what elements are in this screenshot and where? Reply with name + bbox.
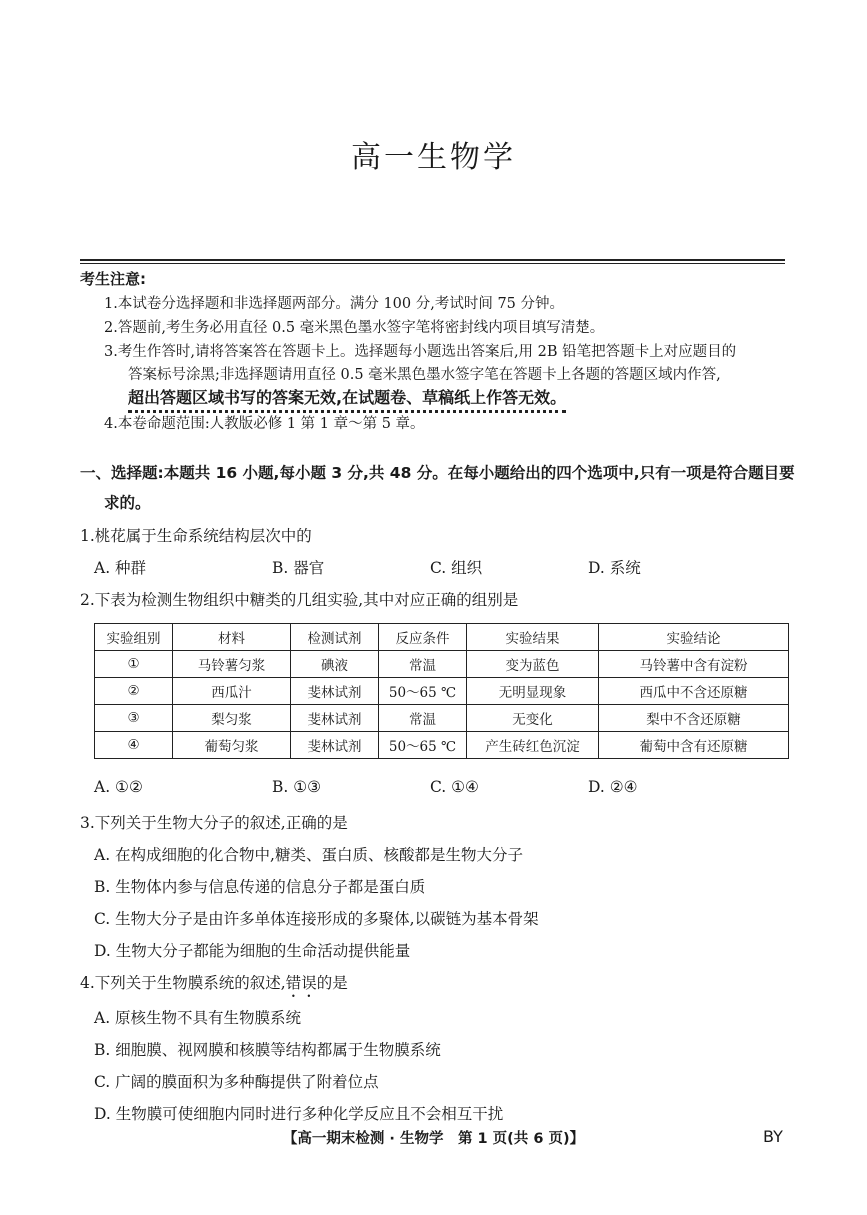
table-header: 实验组别 — [95, 624, 173, 651]
notice-item-1: 1.本试卷分选择题和非选择题两部分。满分 100 分,考试时间 75 分钟。 — [104, 296, 565, 312]
section-heading: 一、选择题:本题共 16 小题,每小题 3 分,共 48 分。在每小题给出的四个选项中,只有一项是符合题目要 — [80, 464, 795, 482]
question-1-option-c: C. 组织 — [430, 559, 483, 577]
question-4-stem-emphasis: 错误 — [285, 974, 317, 992]
table-header: 材料 — [173, 624, 291, 651]
question-4-stem — [80, 971, 348, 1001]
question-3-option-d: D. 生物大分子都能为细胞的生命活动提供能量 — [94, 942, 411, 960]
table-cell: 常温 — [379, 651, 467, 678]
question-4-stem-after: 的是 — [316, 974, 348, 992]
table-cell: 50～65 ℃ — [379, 732, 467, 759]
question-4-option-c: C. 广阔的膜面积为多种酶提供了附着位点 — [94, 1073, 379, 1091]
paper-code: BY — [763, 1127, 783, 1146]
question-4-stem-before: 4.下列关于生物膜系统的叙述, — [80, 974, 286, 992]
question-2-option-c: C. ①④ — [430, 778, 479, 796]
notice-heading: 考生注意: — [80, 270, 146, 288]
table-cell: ③ — [95, 705, 173, 732]
table-cell: 斐林试剂 — [291, 732, 379, 759]
table-header-row — [95, 624, 789, 651]
table-cell: ② — [95, 678, 173, 705]
table-cell: 50～65 ℃ — [379, 678, 467, 705]
table-cell: 西瓜中不含还原糖 — [599, 678, 789, 705]
question-4-option-a: A. 原核生物不具有生物膜系统 — [94, 1009, 302, 1027]
question-3-option-b: B. 生物体内参与信息传递的信息分子都是蛋白质 — [94, 878, 426, 896]
table-cell: 梨中不含还原糖 — [599, 705, 789, 732]
notice-item-4: 4.本卷命题范围:人教版必修 1 第 1 章～第 5 章。 — [104, 416, 425, 432]
table-cell: 常温 — [379, 705, 467, 732]
question-4-option-d: D. 生物膜可使细胞内同时进行多种化学反应且不会相互干扰 — [94, 1105, 504, 1123]
notice-warning — [128, 385, 566, 408]
table-header: 实验结论 — [599, 624, 789, 651]
table-cell: ① — [95, 651, 173, 678]
section-heading-cont: 求的。 — [104, 494, 151, 512]
table-header: 实验结果 — [467, 624, 599, 651]
table-row — [95, 651, 789, 678]
question-1-option-d: D. 系统 — [588, 559, 641, 577]
table-cell: 产生砖红色沉淀 — [467, 732, 599, 759]
table-cell: 葡萄匀浆 — [173, 732, 291, 759]
table-cell: 梨匀浆 — [173, 705, 291, 732]
notice-item-3: 3.考生作答时,请将答案答在答题卡上。选择题每小题选出答案后,用 2B 铅笔把答题卡上对应题目的 — [104, 344, 737, 360]
table-cell: 无明显现象 — [467, 678, 599, 705]
question-2-option-d: D. ②④ — [588, 778, 638, 796]
table-cell: 西瓜汁 — [173, 678, 291, 705]
table-cell: 变为蓝色 — [467, 651, 599, 678]
page-title: 高一生物学 — [351, 140, 516, 175]
question-3-stem: 3.下列关于生物大分子的叙述,正确的是 — [80, 814, 348, 832]
table-header: 检测试剂 — [291, 624, 379, 651]
experiment-table — [94, 623, 789, 759]
table-row — [95, 705, 789, 732]
question-2-option-b: B. ①③ — [272, 778, 322, 796]
notice-warning-text: 超出答题区域书写的答案无效,在试题卷、草稿纸上作答无效。 — [128, 388, 566, 413]
header-rule — [80, 259, 785, 261]
table-cell: 碘液 — [291, 651, 379, 678]
question-3-option-c: C. 生物大分子是由许多单体连接形成的多聚体,以碳链为基本骨架 — [94, 910, 539, 928]
table-cell: 马铃薯匀浆 — [173, 651, 291, 678]
table-header: 反应条件 — [379, 624, 467, 651]
table-cell: 马铃薯中含有淀粉 — [599, 651, 789, 678]
notice-item-3-cont: 答案标号涂黑;非选择题请用直径 0.5 毫米黑色墨水签字笔在答题卡上各题的答题区域内作答, — [128, 367, 721, 383]
table-row — [95, 732, 789, 759]
table-cell: 斐林试剂 — [291, 705, 379, 732]
header-rule-thin — [80, 263, 785, 264]
table-row — [95, 678, 789, 705]
table-cell: 无变化 — [467, 705, 599, 732]
table-cell: ④ — [95, 732, 173, 759]
table-cell: 斐林试剂 — [291, 678, 379, 705]
question-1-stem: 1.桃花属于生命系统结构层次中的 — [80, 527, 312, 545]
table-cell: 葡萄中含有还原糖 — [599, 732, 789, 759]
question-2-option-a: A. ①② — [94, 778, 143, 796]
question-3-option-a: A. 在构成细胞的化合物中,糖类、蛋白质、核酸都是生物大分子 — [94, 846, 523, 864]
question-4-option-b: B. 细胞膜、视网膜和核膜等结构都属于生物膜系统 — [94, 1041, 441, 1059]
page-footer: 【高一期末检测 · 生物学 第 1 页(共 6 页)】 — [282, 1131, 585, 1147]
question-2-stem: 2.下表为检测生物组织中糖类的几组实验,其中对应正确的组别是 — [80, 591, 519, 609]
question-1-option-a: A. 种群 — [94, 559, 147, 577]
notice-item-2: 2.答题前,考生务必用直径 0.5 毫米黑色墨水签字笔将密封线内项目填写清楚。 — [104, 320, 605, 336]
question-1-option-b: B. 器官 — [272, 559, 325, 577]
